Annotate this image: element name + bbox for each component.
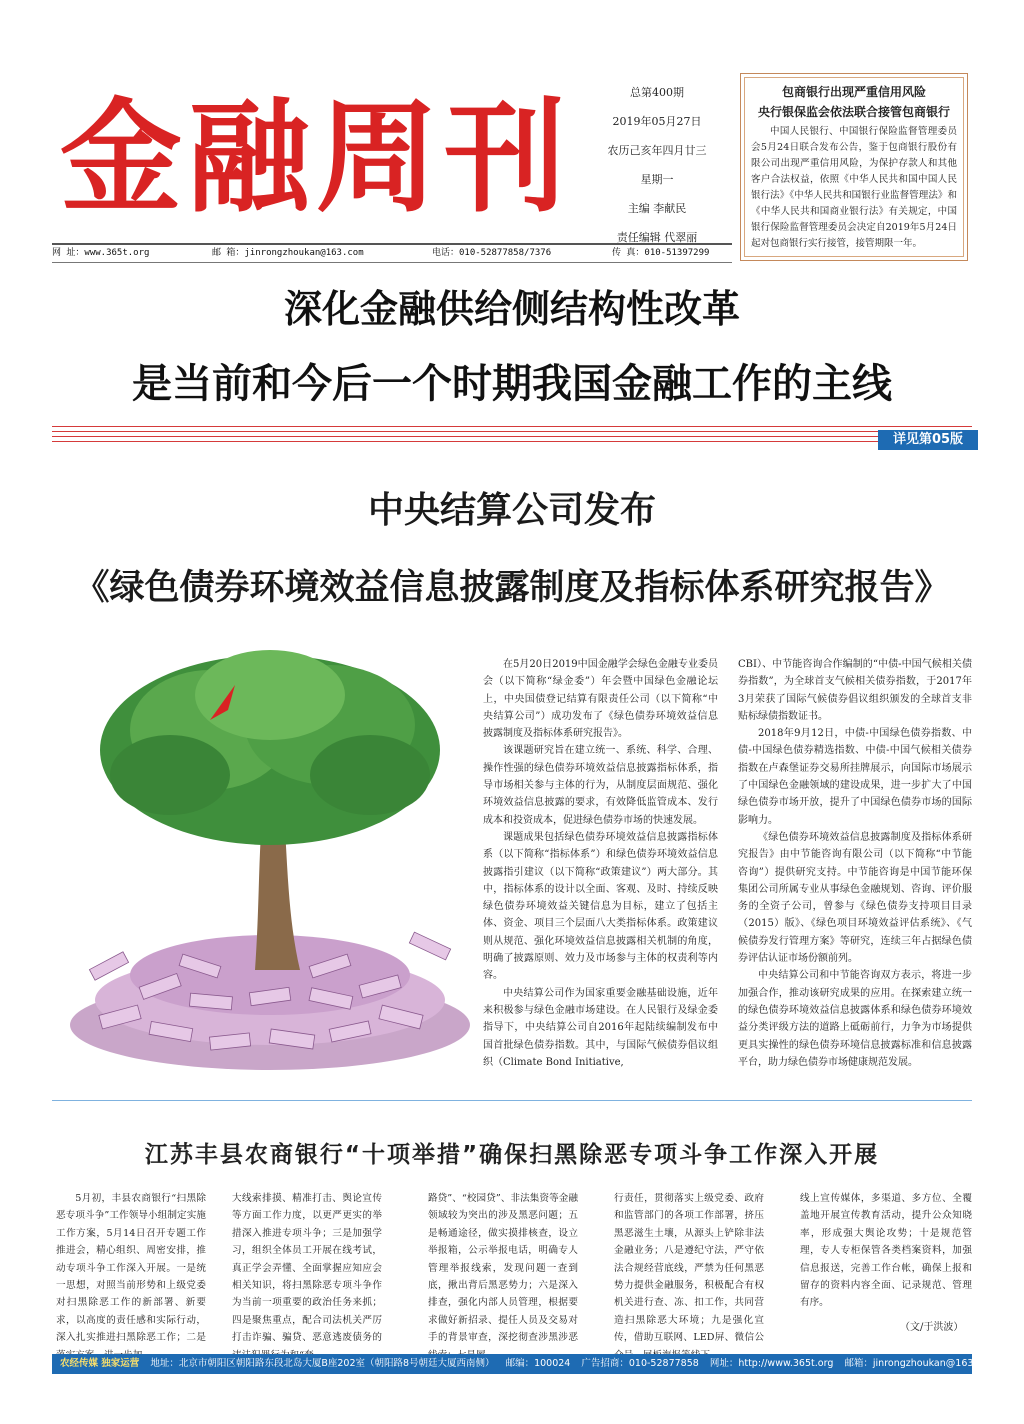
story-paragraph: 中央结算公司作为国家重要金融基础设施，近年来积极参与绿色金融市场建设。在人民银行及绿金委指导下，中央结算公司自2016年起陆续编制发布中国首批绿色债券指数。其中，与国际气候债券倡议组织（Climate Bond Initiative, [483, 987, 718, 1068]
footer-ads: 广告招商：010-52877858 [581, 1358, 699, 1369]
news-brief-subtitle: 央行银保监会依法联合接管包商银行 [757, 105, 950, 119]
bottom-article-credit: （文/于洪波） [900, 1322, 964, 1333]
bottom-paragraph: 5月初，丰县农商银行“扫黑除恶专项斗争”工作领导小组制定实施工作方案，5月14日召开专题工作推进会，精心组织、周密安排，推动专项斗争工作深入开展。一是统一思想，对照当前形势和上级党委对扫黑除恶工作的新部署、新要求，以高度的责任感和实际行动，深入扎实推进扫黑除恶工作；二是 [56, 1193, 206, 1344]
story-paragraph: CBI）、中节能咨询合作编制的“中债-中国气候相关债券指数”，为全球首支气候相关债券指数，于2017年3月荣获了国际气候债券倡议组织颁发的全球首支非贴标绿债指数证书。 [738, 659, 972, 722]
issue-number: 总第400期 [630, 86, 684, 99]
contact-fax: 传 真：010-51397299 [612, 248, 710, 258]
story-paragraph: 课题成果包括绿色债券环境效益信息披露指标体系（以下简称“指标体系”）和绿色债券环境效益信息披露指引建议（以下简称“政策建议”）两大部分。其中，指标体系的设计以全面、客观、及时、持续反映绿色债券环境效益关键信息为目标，建立了包括主体、资金、项目三个层面八大类指标体系。政策建议则从规范、强化环境效益信息披露相关机制的角度，明确了披露原则、效力及市场参与主体的权责利等内容。 [483, 831, 718, 982]
contact-website: 网 址：www.365t.org [52, 248, 150, 258]
bottom-column-4 [614, 1190, 764, 1364]
story-column-1 [483, 656, 718, 1071]
story-column-2 [738, 656, 972, 1071]
bottom-paragraph: 线上宣传媒体，多渠道、多方位、全覆盖地开展宣传教育活动，提升公众知晓率，形成强大舆论攻势；十是规范管理，专人专柜保管各类档案资料，加强信息报送，完善工作台帐，确保上报和留存的资料内容全面、记录规范、管理有序。 [800, 1193, 972, 1309]
footer-bar [52, 1354, 997, 1374]
see-page-tag: 详见第05版 [878, 430, 978, 450]
story-title-line1: 中央结算公司发布 [367, 489, 656, 531]
section-divider [52, 1100, 972, 1101]
story-paragraph: 该课题研究旨在建立统一、系统、科学、合理、操作性强的绿色债券环境效益信息披露指标体系，指导市场相关参与主体的行为，从制度层面规范、强化环境效益信息披露的要求，有效降低监管成本、发行成本和投资成本，促进绿色债券市场的快速发展。 [483, 745, 718, 826]
contact-email: 邮 箱：jinrongzhoukan@163.com [212, 248, 364, 258]
lead-headline-line2: 是当前和今后一个时期我国金融工作的主线 [132, 361, 892, 407]
story-paragraph: 《绿色债券环境效益信息披露制度及指标体系研究报告》由中节能咨询有限公司（以下简称“中节能咨询”）提供研究支持。中节能咨询是中国节能环保集团公司所属专业从事绿色金融规划、咨询、评价服务的全资子公司，曾参与《绿色债券支持项目目录（2015）版》、《绿色项目环境效益评估系统》、《气候债券发行管理方案》等研究，连续三年占据绿色债券评估认证市场份额前列。 [738, 831, 972, 965]
issue-info [588, 78, 726, 252]
news-brief-body: 中国人民银行、中国银行保险监督管理委员会5月24日联合发布公告，鉴于包商银行股份有限公司出现严重信用风险，为保护存款人和其他客户合法权益，依照《中华人民共和国中国人民银行法》《中华人民共和国银行业监督管理法》和《中华人民共和国商业银行法》有关规定，中国银行保险监督管理委员会决定自2019年5月24日起对包商银行实行接管，接管期限一年。 [751, 126, 957, 249]
footer-postcode: 邮编：100024 [505, 1358, 571, 1369]
footer-email: 邮箱：jinrongzhoukan@163.com [844, 1358, 997, 1369]
news-brief-box [740, 73, 968, 261]
issue-lunar-date: 农历己亥年四月廿三 [607, 144, 707, 157]
contact-bar [52, 243, 732, 263]
tree-on-money-illustration [60, 640, 480, 1080]
masthead-title: 金融周刊 [60, 85, 572, 229]
news-brief-title: 包商银行出现严重信用风险 [781, 85, 926, 99]
bottom-paragraph: 路贷”、“校园贷”、非法集资等金融领域较为突出的涉及黑恶问题；五是畅通途径，做实摸排核查，设立举报箱，公示举报电话，明确专人管理举报线索，发现问题一查到底，揪出背后黑恶势力；六是深入排查，强化内部人员管理，根据要求做好新招录、提任人员及交易对手的背景审查，深挖彻查涉黑涉恶 [428, 1193, 578, 1344]
lead-headline-line1: 深化金融供给侧结构性改革 [283, 287, 740, 331]
story-paragraph: 在5月20日2019中国金融学会绿色金融专业委员会（以下简称“绿金委”）年会暨中国绿色金融论坛上，中央国债登记结算有限责任公司（以下简称“中央结算公司”）成功发布了《绿色债券环境效益信息披露制度及指标体系研究报告》。 [483, 659, 718, 740]
story-paragraph: 2018年9月12日，中债-中国绿色债券指数、中债-中国绿色债券精选指数、中债-中国气候相关债券指数在卢森堡证券交易所挂牌展示，向国际市场展示了中国绿色金融领域的建设成果，进一步扩大了中国绿色债券市场开放，提升了中国绿色债券市场的国际影响力。 [738, 728, 972, 826]
footer-address: 地址：北京市朝阳区朝阳路东段北岛大厦B座202室（朝阳路8号朝廷大厦西南侧） [150, 1358, 495, 1369]
bottom-column-1 [56, 1190, 206, 1364]
headline-rules [52, 426, 972, 448]
footer-brand: 农经传媒 独家运营 [60, 1358, 140, 1369]
bottom-article-title: 江苏丰县农商银行“十项举措”确保扫黑除恶专项斗争工作深入开展 [144, 1142, 880, 1168]
bottom-paragraph: 行责任，贯彻落实上级党委、政府和监管部门的各项工作部署，挤压黑恶滋生土壤，从源头上铲除非法金融业务；八是遵纪守法，严守依法合规经营底线，严禁为任何黑恶势力提供金融服务，积极配合有权机关进行查、冻、扣工作，共同营造扫黑除恶大环境；九是强化宣传，借助互联网、LED屏、微信公 [614, 1193, 764, 1344]
bottom-column-2 [232, 1190, 382, 1364]
bottom-column-3 [428, 1190, 578, 1364]
responsible-editor: 责任编辑 代翠丽 [616, 231, 698, 244]
contact-phone: 电话：010-52877858/7376 [432, 248, 552, 258]
bottom-paragraph: 大线索排摸、精准打击、舆论宣传等方面工作力度，以更严更实的举措深入推进专项斗争；三是加强学习，组织全体员工开展在线考试，真正学会弄懂、全面掌握应知应会相关知识，将扫黑除恶专项斗争作为当前一项重要的政治任务来抓；四是聚焦重点，配合司法机关严厉打击诈骗、骗贷、恶意逃废债务的 [232, 1193, 382, 1344]
story-paragraph: 中央结算公司和中节能咨询双方表示，将进一步加强合作，推动该研究成果的应用。在探索建立统一的绿色债券环境效益信息披露体系和绿色债券环境效益分类评级方法的道路上砥砺前行，力争为市场提供更具实操性的绿色债券环境信息披露标准和信息披露平台，助力绿色债券市场健康规范发展。 [738, 970, 972, 1068]
story-title-line2: 《绿色债券环境效益信息披露制度及指标体系研究报告》 [74, 567, 950, 608]
bottom-column-5 [800, 1190, 972, 1312]
issue-date: 2019年05月27日 [612, 115, 702, 128]
chief-editor: 主编 李献民 [627, 202, 687, 215]
footer-website: 网址：http://www.365t.org [709, 1358, 834, 1369]
tree-canopy [100, 650, 440, 845]
issue-weekday: 星期一 [640, 173, 674, 186]
